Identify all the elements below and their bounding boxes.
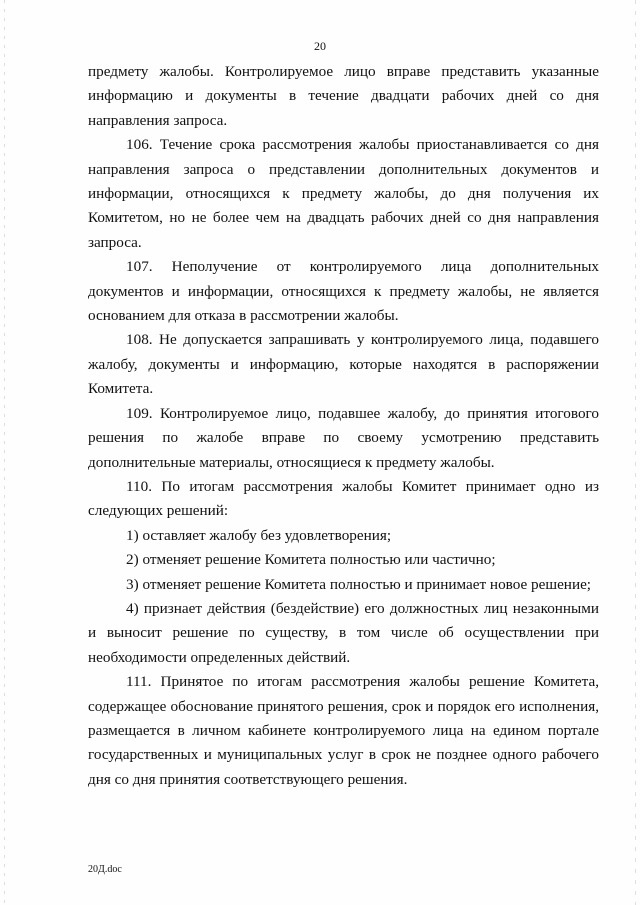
scan-edge-right <box>635 0 636 905</box>
paragraph-111: 111. Принятое по итогам рассмотрения жалобы решение Комитета, содержащее обоснование принятого решения, срок и порядок его исполнения, размещается в личном кабинете контролируемого лица на едином портале государственных и муниципальных услуг в срок не позднее одного рабочего дня со дня принятия соответствующего решения. <box>88 673 599 788</box>
page-number: 20 <box>314 39 326 53</box>
paragraph-106: 106. Течение срока рассмотрения жалобы приостанавливается со дня направления запроса о представлении дополнительных документов и информации, относящихся к предмету жалобы, до дня получения их Комитетом, но не более чем на двадцать рабочих дней со дня направления запроса. <box>88 136 599 251</box>
paragraph-109: 109. Контролируемое лицо, подавшее жалобу, до принятия итогового решения по жалобе вправе по своему усмотрению представить дополнительные материалы, относящиеся к предмету жалобы. <box>88 404 599 471</box>
list-item-110-4: 4) признает действия (бездействие) его должностных лиц незаконными и выносит решение по существу, в том числе об осуществлении при необходимости определенных действий. <box>88 599 599 666</box>
paragraph-108: 108. Не допускается запрашивать у контролируемого лица, подавшего жалобу, документы и информацию, которые находятся в распоряжении Комитета. <box>88 331 599 398</box>
document-body <box>88 60 599 792</box>
paragraph-110: 110. По итогам рассмотрения жалобы Комитет принимает одно из следующих решений: <box>88 477 599 520</box>
footer-filename: 20Д.doc <box>88 864 122 875</box>
paragraph-107: 107. Неполучение от контролируемого лица дополнительных документов и информации, относящихся к предмету жалобы, не является основанием для отказа в рассмотрении жалобы. <box>88 258 599 325</box>
list-item-110-2: 2) отменяет решение Комитета полностью или частично; <box>126 551 496 569</box>
paragraph-continuation: предмету жалобы. Контролируемое лицо вправе представить указанные информацию и документы в течение двадцати рабочих дней со дня направления запроса. <box>88 63 599 129</box>
list-item-110-3: 3) отменяет решение Комитета полностью и принимает новое решение; <box>126 575 592 593</box>
scan-edge-left <box>4 0 5 905</box>
list-item-110-1: 1) оставляет жалобу без удовлетворения; <box>126 526 392 544</box>
